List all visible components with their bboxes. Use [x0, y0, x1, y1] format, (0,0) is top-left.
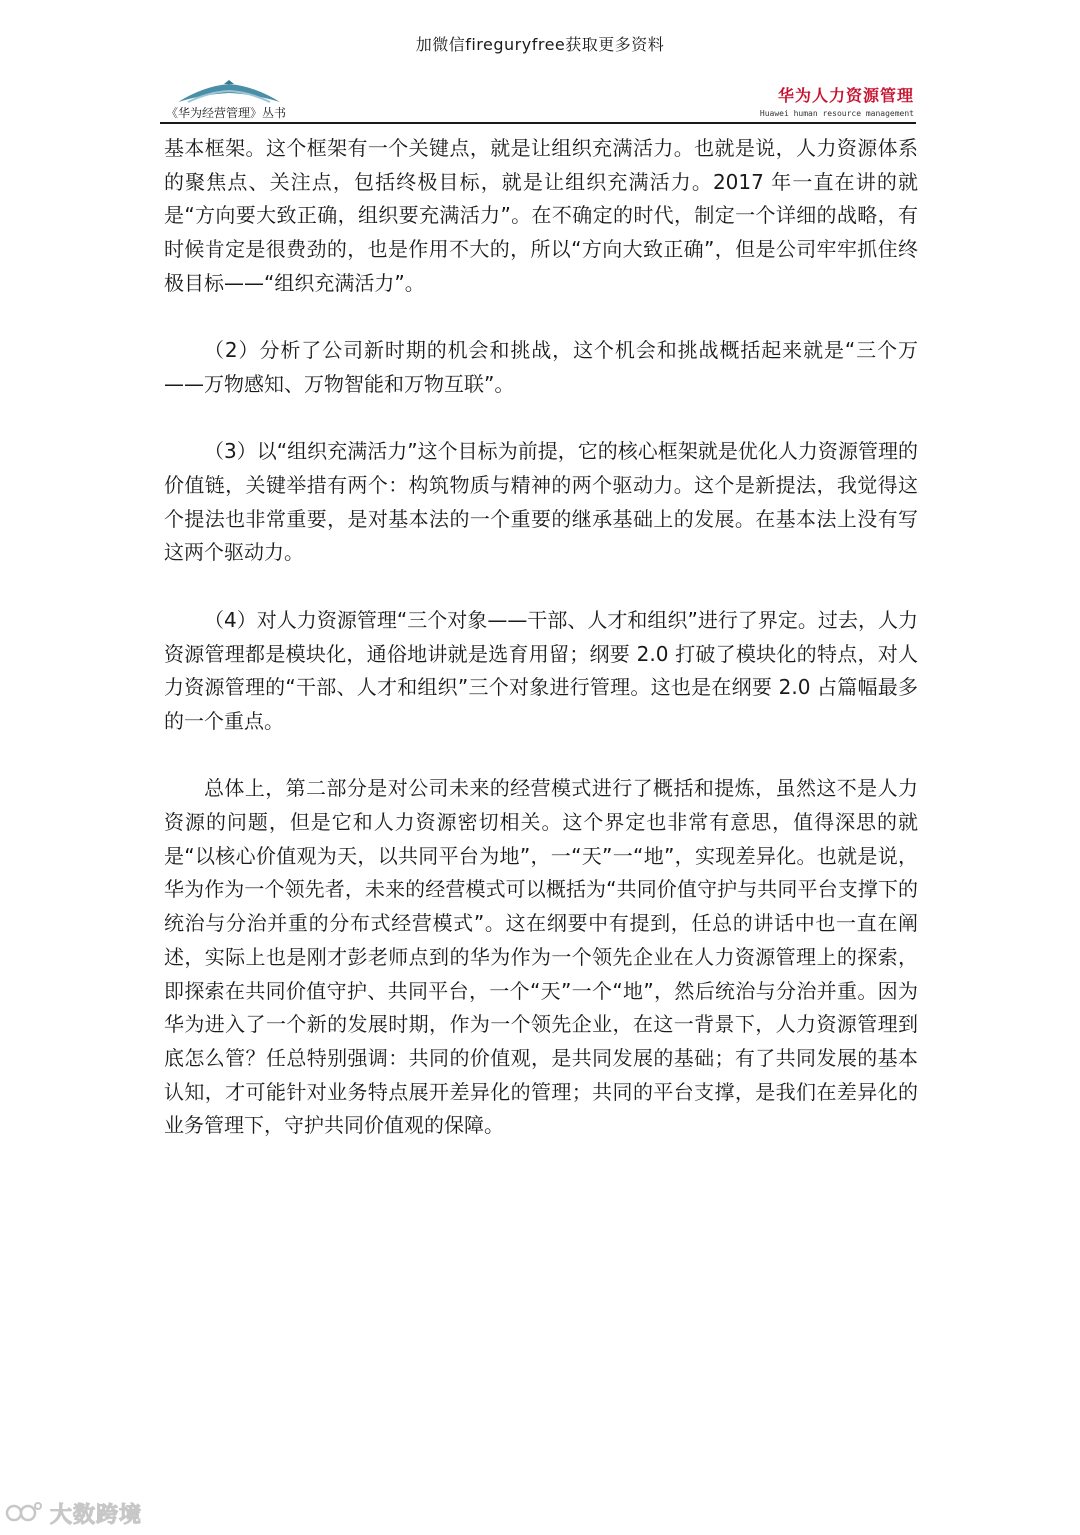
watermark — [4, 1496, 142, 1530]
paragraph-4: （4）对人力资源管理“三个对象——干部、人才和组织”进行了界定。过去，人力资源管理都是模块化，通俗地讲就是选育用留；纲要 2.0 打破了模块化的特点，对人力资源管理的“干部、人才和组织”三个对象进行管理。这也是在纲要 2.0 占篇幅最多的一个重点。 — [164, 607, 918, 733]
page-header — [160, 78, 916, 126]
paragraph-5: 总体上，第二部分是对公司未来的经营模式进行了概括和提炼，虽然这不是人力资源的问题，但是它和人力资源密切相关。这个界定也非常有意思，值得深思的就是“以核心价值观为天，以共同平台为地”，一“天”一“地”，实现差异化。也就是说，华为作为一个领先者，未来的经营模式可以概括为“共同价值守护与共同平台支撑下的统治与分治并重的分布式经营模式”。这在纲要中有提到，任总的讲话中也一直在阐述，实际上也是刚才彭老师点到的华为作为一个领先企业在人力资源管理上的探索，即探索在共同价值守护、共同平台，一个“天”一个“地”，然后统治与分治并重。因为华为进入了一个新的发展时期，作为一个领先企业，在这一背景下，人力资源管理到底怎么管？任总特别强调：共同的价值观，是共同发展的基础；有了共同发展的基本认知，才可能针对业务特点展开差异化的管理；共同的平台支撑，是我们在差异化的业务管理下，守护共同价值观的保障。 — [164, 776, 918, 1138]
paragraph-2: （2）分析了公司新时期的机会和挑战，这个机会和挑战概括起来就是“三个万——万物感知、万物智能和万物互联”。 — [164, 338, 918, 396]
watermark-text: 大数跨境 — [50, 1502, 143, 1528]
top-banner: 加微信fireguryfree获取更多资料 — [415, 35, 665, 54]
watermark-logo-icon — [4, 1498, 44, 1528]
body-text — [164, 132, 918, 1177]
mountain-logo-icon — [174, 78, 284, 106]
header-right — [760, 86, 914, 120]
header-rule — [160, 122, 916, 124]
paragraph-1: 基本框架。这个框架有一个关键点，就是让组织充满活力。也就是说，人力资源体系的聚焦点、关注点，包括终极目标，就是让组织充满活力。2017 年一直在讲的就是“方向要大致正确，组织要充满活力”。在不确定的时代，制定一个详细的战略，有时候肯定是很费劲的，也是作用不大的，所以“方向大致正确”，但是公司牢牢抓住终极目标——“组织充满活力”。 — [164, 136, 918, 295]
book-subtitle: Huawei human resource management — [759, 109, 914, 118]
series-title: 《华为经营管理》丛书 — [166, 106, 287, 120]
paragraph-3: （3）以“组织充满活力”这个目标为前提，它的核心框架就是优化人力资源管理的价值链，关键举措有两个：构筑物质与精神的两个驱动力。这个是新提法，我觉得这个提法也非常重要，是对基本法的一个重要的继承基础上的发展。在基本法上没有写这两个驱动力。 — [164, 439, 918, 565]
book-title: 华为人力资源管理 — [777, 86, 914, 105]
